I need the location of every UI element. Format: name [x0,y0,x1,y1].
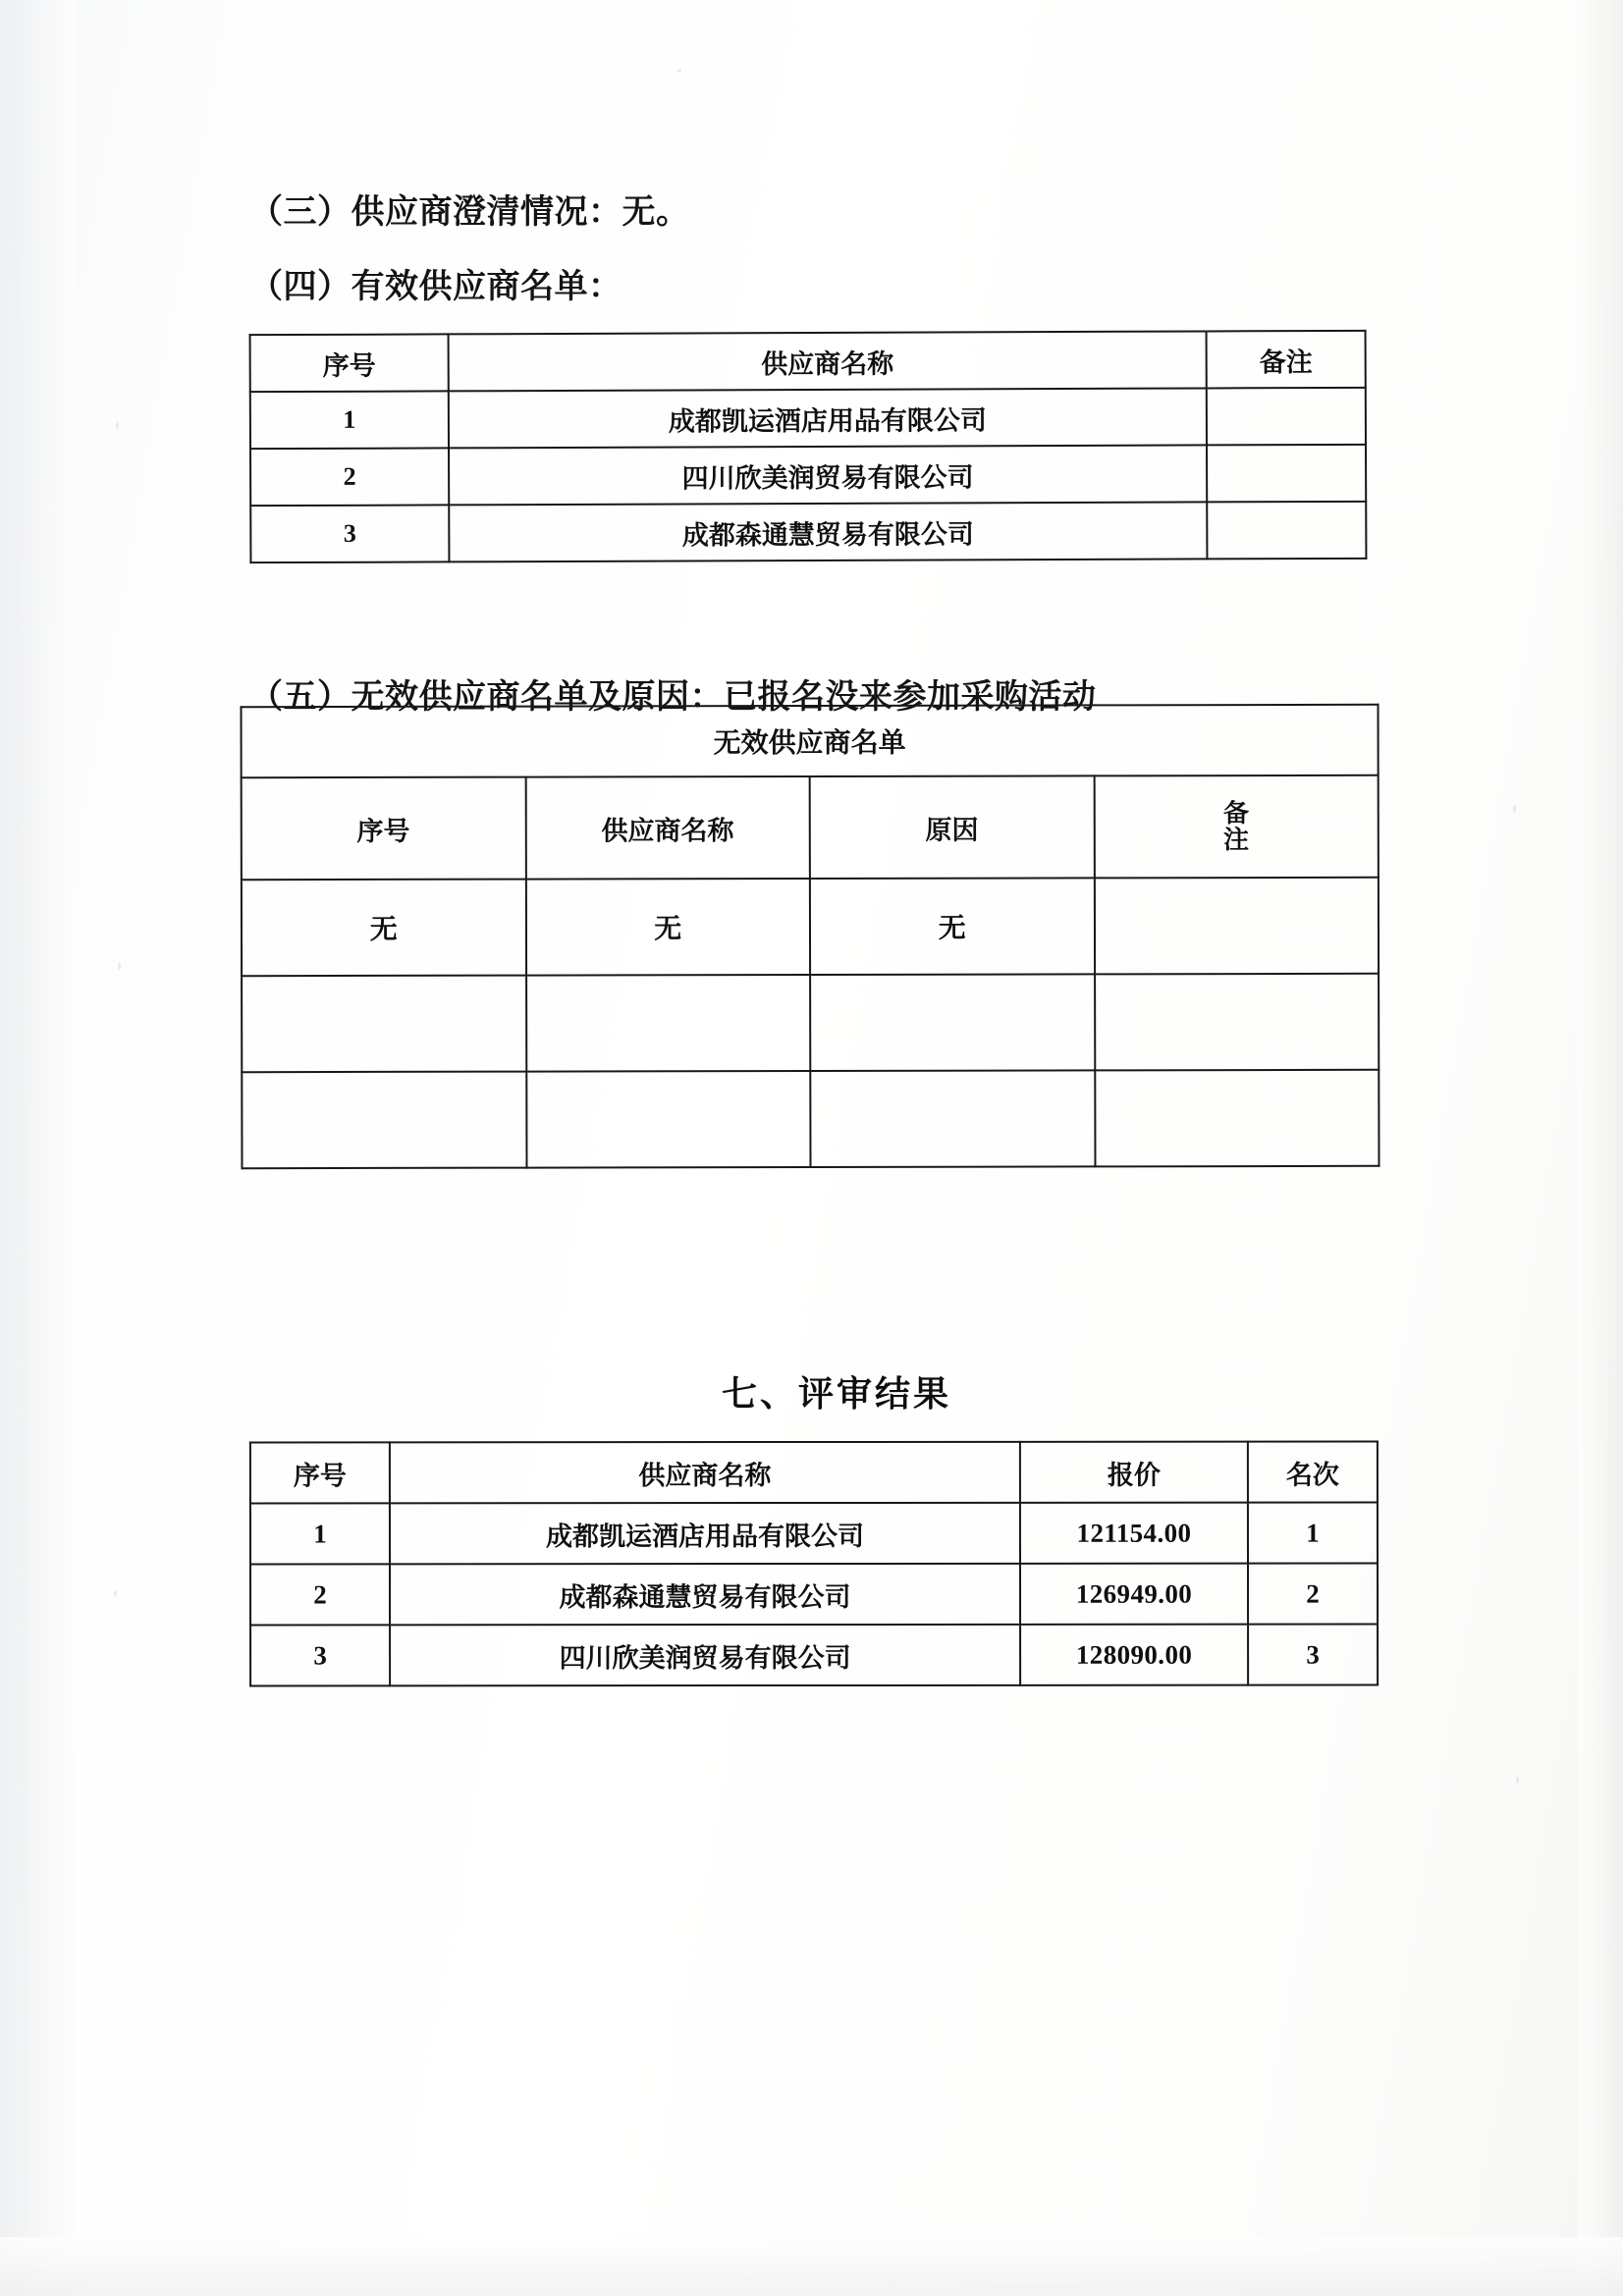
scan-speck [116,422,119,429]
cell-note [1207,445,1366,503]
cell-supplier: 四川欣美润贸易有限公司 [390,1625,1020,1686]
cell-index: 2 [250,448,449,506]
table-header-row [242,775,1379,880]
table-title-row [242,705,1379,777]
cell-price: 126949.00 [1020,1564,1248,1625]
scan-speck [118,962,121,971]
cell-price: 128090.00 [1020,1625,1248,1685]
cell-rank: 2 [1248,1563,1378,1624]
section-heading-evaluation-results: 七、评审结果 [722,1374,952,1414]
column-header-index: 序号 [250,1442,390,1503]
cell-index [242,1072,526,1169]
cell-supplier: 无 [525,879,810,976]
column-header-supplier: 供应商名称 [390,1442,1020,1504]
table-row [250,1624,1378,1685]
cell-index: 2 [250,1564,390,1625]
table-row [250,1502,1378,1564]
cell-index: 3 [250,1625,390,1685]
cell-supplier: 成都森通慧贸易有限公司 [449,502,1207,561]
cell-index: 1 [250,1503,390,1564]
note-header-char-1: 备 [1222,798,1250,828]
cell-rank: 3 [1248,1624,1378,1684]
cell-supplier: 四川欣美润贸易有限公司 [449,445,1207,505]
cell-index: 3 [250,505,449,562]
column-header-reason: 原因 [810,775,1095,879]
cell-supplier [526,975,811,1072]
cell-index: 无 [242,880,526,977]
table-row [242,974,1379,1072]
cell-reason [810,974,1095,1071]
cell-index [242,976,526,1073]
scan-speck [114,1590,117,1596]
column-header-note [1094,775,1379,879]
cell-note [1207,388,1366,446]
table-row [242,878,1379,976]
cell-supplier: 成都凯运酒店用品有限公司 [390,1503,1020,1565]
column-header-price: 报价 [1020,1442,1248,1503]
table-row [250,445,1366,506]
scan-speck [1516,1777,1519,1784]
column-header-note: 备注 [1207,331,1366,389]
valid-suppliers-table [249,330,1368,563]
cell-price: 121154.00 [1020,1503,1248,1564]
cell-supplier [526,1071,811,1168]
paragraph-supplier-clarification: （三）供应商澄清情况：无。 [249,194,690,231]
cell-note [1095,974,1380,1071]
cell-note [1207,502,1366,560]
column-header-index: 序号 [242,777,526,881]
table-header-row [250,1441,1378,1503]
scan-speck [1513,805,1516,813]
table-row [242,1070,1379,1168]
invalid-suppliers-table [241,704,1380,1169]
cell-supplier: 成都凯运酒店用品有限公司 [449,388,1207,448]
note-header-char-2: 注 [1222,826,1250,855]
cell-note [1094,878,1379,975]
scan-speck [677,69,681,73]
evaluation-results-table [249,1440,1379,1686]
cell-index: 1 [250,391,449,449]
cell-reason: 无 [810,878,1095,975]
table-row [250,502,1366,562]
cell-supplier: 成都森通慧贸易有限公司 [390,1564,1020,1626]
table-row [250,388,1366,449]
column-header-supplier: 供应商名称 [449,331,1207,391]
cell-rank: 1 [1248,1502,1378,1563]
cell-note [1095,1070,1380,1167]
column-header-supplier: 供应商名称 [525,776,810,880]
column-header-rank: 名次 [1248,1441,1378,1502]
table-row [250,1563,1378,1625]
paragraph-invalid-supplier-heading: （五）无效供应商名单及原因：已报名没来参加采购活动 [249,679,1097,716]
paragraph-valid-supplier-heading: （四）有效供应商名单： [249,269,622,305]
table-header-row [250,331,1366,392]
cell-table-title: 无效供应商名单 [242,705,1379,777]
column-header-index: 序号 [250,334,449,392]
cell-reason [810,1070,1095,1167]
